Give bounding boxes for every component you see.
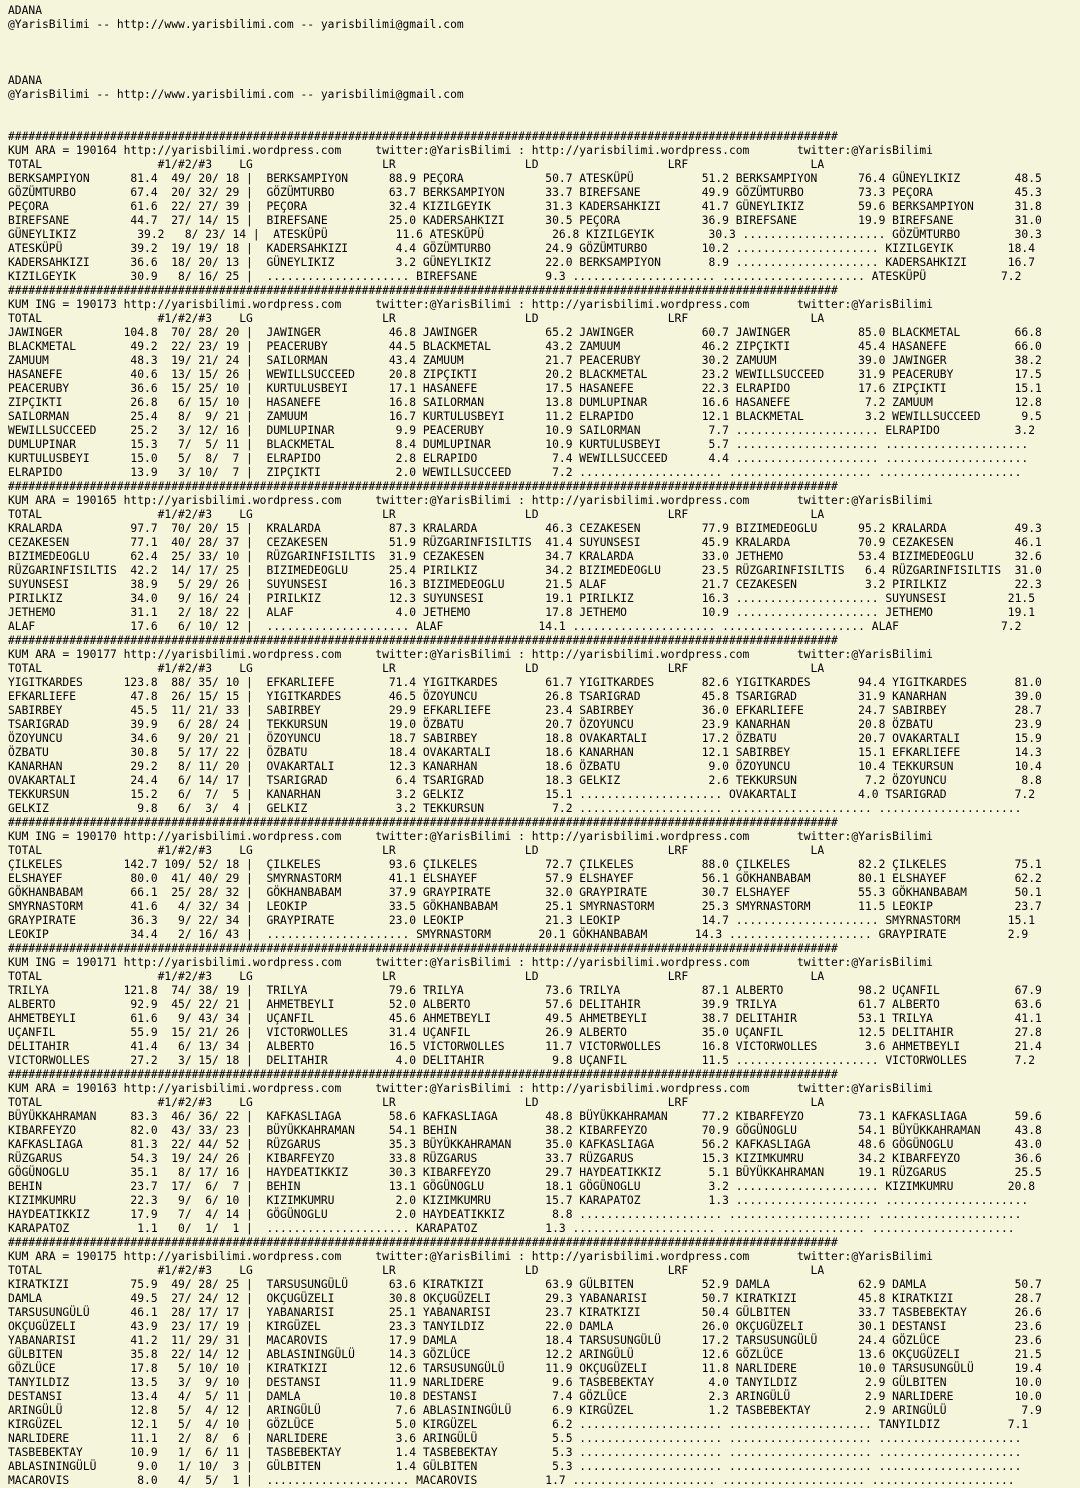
document-line: ##########################################################################################################################	[8, 480, 838, 493]
document-line: DESTANSI 13.4 4/ 5/ 11 | DAMLA 10.8 DESTANSI 7.4 GÖZLÜCE 2.3 ARINGÜLÜ 2.9 NARLIDERE 10.0	[8, 1390, 1042, 1403]
document-line: GÖGÜNOGLU 35.1 8/ 17/ 16 | HAYDEATIKKIZ 30.3 KIBARFEYZO 29.7 HAYDEATIKKIZ 5.1 BÜYÜKKAHRAMAN 19.1 RÜZGARUS 25.5	[8, 1166, 1042, 1179]
document-line: BEHIN 23.7 17/ 6/ 7 | BEHIN 13.1 GÖGÜNOGLU 18.1 GÖGÜNOGLU 3.2 ..................... KIZIMKUMRU 20.8	[8, 1180, 1035, 1193]
document-line: HASANEFE 40.6 13/ 15/ 26 | WEWILLSUCCEED 20.8 ZIPÇIKTI 20.2 BLACKMETAL 23.2 WEWILLSUCCEED 31.9 PEACERUBY 17.5	[8, 368, 1042, 381]
document-line: PEÇORA 61.6 22/ 27/ 39 | PEÇORA 32.4 KIZILGEYIK 31.3 KADERSAHKIZI 41.7 GÜNEYLIKIZ 59.6 BERKSAMPIYON 31.8	[8, 200, 1042, 213]
document-line: TOTAL #1/#2/#3 LG LR LD LRF LA	[8, 1264, 825, 1277]
document-line	[8, 46, 1080, 60]
document-line: LEOKIP 34.4 2/ 16/ 43 | ..................... SMYRNASTORM 20.1 GÖKHANBABAM 14.3 ..................... GRAYPIRATE 2.9	[8, 928, 1029, 941]
document-line: ADANA	[8, 4, 43, 17]
document-line: CEZAKESEN 77.1 40/ 28/ 37 | CEZAKESEN 51.9 RÜZGARINFISILTIS 41.4 SUYUNSESI 45.9 KRALARDA 70.9 CEZAKESEN 46.1	[8, 536, 1042, 549]
document-line: TOTAL #1/#2/#3 LG LR LD LRF LA	[8, 662, 825, 675]
document-line: DAMLA 49.5 27/ 24/ 12 | OKÇUGÜZELI 30.8 OKÇUGÜZELI 29.3 YABANARISI 50.7 KIRATKIZI 45.8 KIRATKIZI 28.7	[8, 1292, 1042, 1305]
document-line: WEWILLSUCCEED 25.2 3/ 12/ 16 | DUMLUPINAR 9.9 PEACERUBY 10.9 SAILORMAN 7.7 ..................... ELRAPIDO 3.2	[8, 424, 1035, 437]
document-line: KUM ARA = 190165 http://yarisbilimi.wordpress.com twitter:@YarisBilimi : http://yarisbilimi.wordpress.com twitter:@YarisBilimi	[8, 494, 933, 507]
document-line: ABLASININGÜLÜ 9.0 1/ 10/ 3 | GÜLBITEN 1.4 GÜLBITEN 5.3 ..................... ..................... .....................	[8, 1460, 1022, 1473]
document-line: ##########################################################################################################################	[8, 1068, 838, 1081]
document-line: DUMLUPINAR 15.3 7/ 5/ 11 | BLACKMETAL 8.4 DUMLUPINAR 10.9 KURTULUSBEYI 5.7 ..................... .....................	[8, 438, 1029, 451]
document-line: BÜYÜKKAHRAMAN 83.3 46/ 36/ 22 | KAFKASLIAGA 58.6 KAFKASLIAGA 48.8 BÜYÜKKAHRAMAN 77.2 KIBARFEYZO 73.1 KAFKASLIAGA 59.6	[8, 1110, 1042, 1123]
document-line: ##########################################################################################################################	[8, 942, 838, 955]
document-line: JAWINGER 104.8 70/ 28/ 20 | JAWINGER 46.8 JAWINGER 65.2 JAWINGER 60.7 JAWINGER 85.0 BLACKMETAL 66.8	[8, 326, 1042, 339]
document-line: NARLIDERE 11.1 2/ 8/ 6 | NARLIDERE 3.6 ARINGÜLÜ 5.5 ..................... ..................... .....................	[8, 1432, 1022, 1445]
document-line: BERKSAMPIYON 81.4 49/ 20/ 18 | BERKSAMPIYON 88.9 PEÇORA 50.7 ATESKÜPÜ 51.2 BERKSAMPIYON 76.4 GÜNEYLIKIZ 48.5	[8, 172, 1042, 185]
document-line: SAILORMAN 25.4 8/ 9/ 21 | ZAMUUM 16.7 KURTULUSBEYI 11.2 ELRAPIDO 12.1 BLACKMETAL 3.2 WEWILLSUCCEED 9.5	[8, 410, 1042, 423]
document-line: GÖZÜMTURBO 67.4 20/ 32/ 29 | GÖZÜMTURBO 63.7 BERKSAMPIYON 33.7 BIREFSANE 49.9 GÖZÜMTURBO 73.3 PEÇORA 45.3	[8, 186, 1042, 199]
document-line: SMYRNASTORM 41.6 4/ 32/ 34 | LEOKIP 33.5 GÖKHANBABAM 25.1 SMYRNASTORM 25.3 SMYRNASTORM 11.5 LEOKIP 23.7	[8, 900, 1042, 913]
document-line: GÖZLÜCE 17.8 5/ 10/ 10 | KIRATKIZI 12.6 TARSUSUNGÜLÜ 11.9 OKÇUGÜZELI 11.8 NARLIDERE 10.0 TARSUSUNGÜLÜ 19.4	[8, 1362, 1042, 1375]
document-line: ##########################################################################################################################	[8, 634, 838, 647]
document-line: HAYDEATIKKIZ 17.9 7/ 4/ 14 | GÖGÜNOGLU 2.0 HAYDEATIKKIZ 8.8 ..................... ..................... .....................	[8, 1208, 1022, 1221]
document-line: TEKKURSUN 15.2 6/ 7/ 5 | KANARHAN 3.2 GELKIZ 15.1 ..................... OVAKARTALI 4.0 TSARIGRAD 7.2	[8, 788, 1035, 801]
document-line: OKÇUGÜZELI 43.9 23/ 17/ 19 | KIRGÜZEL 23.3 TANYILDIZ 22.0 DAMLA 26.0 OKÇUGÜZELI 30.1 DESTANSI 23.6	[8, 1320, 1042, 1333]
document-line: KUM ING = 190171 http://yarisbilimi.wordpress.com twitter:@YarisBilimi : http://yarisbilimi.wordpress.com twitter:@YarisBilimi	[8, 956, 933, 969]
document-line: UÇANFIL 55.9 15/ 21/ 26 | VICTORWOLLES 31.4 UÇANFIL 26.9 ALBERTO 35.0 UÇANFIL 12.5 DELITAHIR 27.8	[8, 1026, 1042, 1039]
document-line: SABIRBEY 45.5 11/ 21/ 33 | SABIRBEY 29.9 EFKARLIEFE 23.4 SABIRBEY 36.0 EFKARLIEFE 24.7 SABIRBEY 28.7	[8, 704, 1042, 717]
document-line: @YarisBilimi -- http://www.yarisbilimi.com -- yarisbilimi@gmail.com	[8, 88, 464, 101]
document-line: KIZILGEYIK 30.9 8/ 16/ 25 | ..................... BIREFSANE 9.3 ..................... ..................... ATESKÜPÜ 7.2	[8, 270, 1022, 283]
document-line: KIBARFEYZO 82.0 43/ 33/ 23 | BÜYÜKKAHRAMAN 54.1 BEHIN 38.2 KIBARFEYZO 70.9 GÖGÜNOGLU 54.1 BÜYÜKKAHRAMAN 43.8	[8, 1124, 1042, 1137]
document-line: TARSUSUNGÜLÜ 46.1 28/ 17/ 17 | YABANARISI 25.1 YABANARISI 23.7 KIRATKIZI 50.4 GÜLBITEN 33.7 TASBEBEKTAY 26.6	[8, 1306, 1042, 1319]
document-line: KUM ING = 190173 http://yarisbilimi.wordpress.com twitter:@YarisBilimi : http://yarisbilimi.wordpress.com twitter:@YarisBilimi	[8, 298, 933, 311]
document-line: TOTAL #1/#2/#3 LG LR LD LRF LA	[8, 158, 825, 171]
document-line: KIZIMKUMRU 22.3 9/ 6/ 10 | KIZIMKUMRU 2.0 KIZIMKUMRU 15.7 KARAPATOZ 1.3 ..................... .....................	[8, 1194, 1029, 1207]
document-line: KANARHAN 29.2 8/ 11/ 20 | OVAKARTALI 12.3 KANARHAN 18.6 ÖZBATU 9.0 ÖZOYUNCU 10.4 TEKKURSUN 10.4	[8, 760, 1042, 773]
document-line: ##########################################################################################################################	[8, 1236, 838, 1249]
document-line: KUM ING = 190170 http://yarisbilimi.wordpress.com twitter:@YarisBilimi : http://yarisbilimi.wordpress.com twitter:@YarisBilimi	[8, 830, 933, 843]
document-line: KUM ARA = 190177 http://yarisbilimi.wordpress.com twitter:@YarisBilimi : http://yarisbilimi.wordpress.com twitter:@YarisBilimi	[8, 648, 933, 661]
document-line: TRILYA 121.8 74/ 38/ 19 | TRILYA 79.6 TRILYA 73.6 TRILYA 87.1 ALBERTO 98.2 UÇANFIL 67.9	[8, 984, 1042, 997]
document-line: @YarisBilimi -- http://www.yarisbilimi.com -- yarisbilimi@gmail.com	[8, 18, 464, 31]
document-line: TOTAL #1/#2/#3 LG LR LD LRF LA	[8, 508, 825, 521]
document-line: BIZIMEDEOGLU 62.4 25/ 33/ 10 | RÜZGARINFISILTIS 31.9 CEZAKESEN 34.7 KRALARDA 33.0 JETHEMO 53.4 BIZIMEDEOGLU 32.6	[8, 550, 1042, 563]
document-line: YABANARISI 41.2 11/ 29/ 31 | MACAROVIS 17.9 DAMLA 18.4 TARSUSUNGÜLÜ 17.2 TARSUSUNGÜLÜ 24.4 GÖZLÜCE 23.6	[8, 1334, 1042, 1347]
document-line: GÜLBITEN 35.8 22/ 14/ 12 | ABLASININGÜLÜ 14.3 GÖZLÜCE 12.2 ARINGÜLÜ 12.6 GÖZLÜCE 13.6 OKÇUGÜZELI 21.5	[8, 1348, 1042, 1361]
document-line: TASBEBEKTAY 10.9 1/ 6/ 11 | TASBEBEKTAY 1.4 TASBEBEKTAY 5.3 ..................... ..................... .....................	[8, 1446, 1022, 1459]
document-line: ALBERTO 92.9 45/ 22/ 21 | AHMETBEYLI 52.0 ALBERTO 57.6 DELITAHIR 39.9 TRILYA 61.7 ALBERTO 63.6	[8, 998, 1042, 1011]
document-line	[8, 116, 1080, 130]
document-line: ÇILKELES 142.7 109/ 52/ 18 | ÇILKELES 93.6 ÇILKELES 72.7 ÇILKELES 88.0 ÇILKELES 82.2 ÇILKELES 75.1	[8, 858, 1042, 871]
document-line: KIRATKIZI 75.9 49/ 28/ 25 | TARSUSUNGÜLÜ 63.6 KIRATKIZI 63.9 GÜLBITEN 52.9 DAMLA 62.9 DAMLA 50.7	[8, 1278, 1042, 1291]
document-line: ##########################################################################################################################	[8, 284, 838, 297]
document-line: GÖKHANBABAM 66.1 25/ 28/ 32 | GÖKHANBABAM 37.9 GRAYPIRATE 32.0 GRAYPIRATE 30.7 ELSHAYEF 55.3 GÖKHANBABAM 50.1	[8, 886, 1042, 899]
document-line: KADERSAHKIZI 36.6 18/ 20/ 13 | GÜNEYLIKIZ 3.2 GÜNEYLIKIZ 22.0 BERKSAMPIYON 8.9 ..................... KADERSAHKIZI 16.7	[8, 256, 1035, 269]
document-line: JETHEMO 31.1 2/ 18/ 22 | ALAF 4.0 JETHEMO 17.8 JETHEMO 10.9 ..................... JETHEMO 19.1	[8, 606, 1035, 619]
document-line: BIREFSANE 44.7 27/ 14/ 15 | BIREFSANE 25.0 KADERSAHKIZI 30.5 PEÇORA 36.9 BIREFSANE 19.9 BIREFSANE 31.0	[8, 214, 1042, 227]
document-line: RÜZGARUS 54.3 19/ 24/ 26 | KIBARFEYZO 33.8 RÜZGARUS 33.7 RÜZGARUS 15.3 KIZIMKUMRU 34.2 KIBARFEYZO 36.6	[8, 1152, 1042, 1165]
document-line: ÖZOYUNCU 34.6 9/ 20/ 21 | ÖZOYUNCU 18.7 SABIRBEY 18.8 OVAKARTALI 17.2 ÖZBATU 20.7 OVAKARTALI 15.9	[8, 732, 1042, 745]
document-line: KIRGÜZEL 12.1 5/ 4/ 10 | GÖZLÜCE 5.0 KIRGÜZEL 6.2 ..................... ..................... TANYILDIZ 7.1	[8, 1418, 1029, 1431]
document-line	[8, 102, 1080, 116]
document-line: OVAKARTALI 24.4 6/ 14/ 17 | TSARIGRAD 6.4 TSARIGRAD 18.3 GELKIZ 2.6 TEKKURSUN 7.2 ÖZOYUNCU 8.8	[8, 774, 1042, 787]
document-line: KAFKASLIAGA 81.3 22/ 44/ 52 | RÜZGARUS 35.3 BÜYÜKKAHRAMAN 35.0 KAFKASLIAGA 56.2 KAFKASLIAGA 48.6 GÖGÜNOGLU 43.0	[8, 1138, 1042, 1151]
document-line: PEACERUBY 36.6 15/ 25/ 10 | KURTULUSBEYI 17.1 HASANEFE 17.5 HASANEFE 22.3 ELRAPIDO 17.6 ZIPÇIKTI 15.1	[8, 382, 1042, 395]
document-line: TOTAL #1/#2/#3 LG LR LD LRF LA	[8, 970, 825, 983]
document-line: KRALARDA 97.7 70/ 20/ 15 | KRALARDA 87.3 KRALARDA 46.3 CEZAKESEN 77.9 BIZIMEDEOGLU 95.2 KRALARDA 49.3	[8, 522, 1042, 535]
document-line: BLACKMETAL 49.2 22/ 23/ 19 | PEACERUBY 44.5 BLACKMETAL 43.2 ZAMUUM 46.2 ZIPÇIKTI 45.4 HASANEFE 66.0	[8, 340, 1042, 353]
document-line: KARAPATOZ 1.1 0/ 1/ 1 | ..................... KARAPATOZ 1.3 ..................... ..................... .....................	[8, 1222, 1015, 1235]
document-line: DELITAHIR 41.4 6/ 13/ 34 | ALBERTO 16.5 VICTORWOLLES 11.7 VICTORWOLLES 16.8 VICTORWOLLES 3.6 AHMETBEYLI 21.4	[8, 1040, 1042, 1053]
document-line: ÖZBATU 30.8 5/ 17/ 22 | ÖZBATU 18.4 OVAKARTALI 18.6 KANARHAN 12.1 SABIRBEY 15.1 EFKARLIEFE 14.3	[8, 746, 1042, 759]
document-line: ATESKÜPÜ 39.2 19/ 19/ 18 | KADERSAHKIZI 4.4 GÖZÜMTURBO 24.9 GÖZÜMTURBO 10.2 ..................... KIZILGEYIK 18.4	[8, 242, 1035, 255]
document-line: TOTAL #1/#2/#3 LG LR LD LRF LA	[8, 312, 825, 325]
document-line: TANYILDIZ 13.5 3/ 9/ 10 | DESTANSI 11.9 NARLIDERE 9.6 TASBEBEKTAY 4.0 TANYILDIZ 2.9 GÜLBITEN 10.0	[8, 1376, 1042, 1389]
document-line: GÜNEYLIKIZ 39.2 8/ 23/ 14 | ATESKÜPÜ 11.6 ATESKÜPÜ 26.8 KIZILGEYIK 30.3 ..................... GÖZÜMTURBO 30.3	[8, 228, 1042, 241]
document-line: ARINGÜLÜ 12.8 5/ 4/ 12 | ARINGÜLÜ 7.6 ABLASININGÜLÜ 6.9 KIRGÜZEL 1.2 TASBEBEKTAY 2.9 ARINGÜLÜ 7.9	[8, 1404, 1042, 1417]
document-line: TOTAL #1/#2/#3 LG LR LD LRF LA	[8, 844, 825, 857]
document-line: TSARIGRAD 39.9 6/ 28/ 24 | TEKKURSUN 19.0 ÖZBATU 20.7 ÖZOYUNCU 23.9 KANARHAN 20.8 ÖZBATU 23.9	[8, 718, 1042, 731]
document-line: YIGITKARDES 123.8 88/ 35/ 10 | EFKARLIEFE 71.4 YIGITKARDES 61.7 YIGITKARDES 82.6 YIGITKARDES 94.4 YIGITKARDES 81.0	[8, 676, 1042, 689]
document-line: EFKARLIEFE 47.8 26/ 15/ 15 | YIGITKARDES 46.5 ÖZOYUNCU 26.8 TSARIGRAD 45.8 TSARIGRAD 31.9 KANARHAN 39.0	[8, 690, 1042, 703]
document-line: ZAMUUM 48.3 19/ 21/ 24 | SAILORMAN 43.4 ZAMUUM 21.7 PEACERUBY 30.2 ZAMUUM 39.0 JAWINGER 38.2	[8, 354, 1042, 367]
document-line: VICTORWOLLES 27.2 3/ 15/ 18 | DELITAHIR 4.0 DELITAHIR 9.8 UÇANFIL 11.5 ..................... VICTORWOLLES 7.2	[8, 1054, 1035, 1067]
document-line: KURTULUSBEYI 15.0 5/ 8/ 7 | ELRAPIDO 2.8 ELRAPIDO 7.4 WEWILLSUCCEED 4.4 ..................... .....................	[8, 452, 1029, 465]
document-line	[8, 32, 1080, 46]
document-line: KUM ARA = 190163 http://yarisbilimi.wordpress.com twitter:@YarisBilimi : http://yarisbilimi.wordpress.com twitter:@YarisBilimi	[8, 1082, 933, 1095]
document-line: MACAROVIS 8.0 4/ 5/ 1 | ..................... MACAROVIS 1.7 ..................... ..................... .....................	[8, 1474, 1015, 1487]
document-line: PIRILKIZ 34.0 9/ 16/ 24 | PIRILKIZ 12.3 SUYUNSESI 19.1 PIRILKIZ 16.3 ..................... SUYUNSESI 21.5	[8, 592, 1035, 605]
document-line: ##########################################################################################################################	[8, 816, 838, 829]
document-line: KUM ARA = 190164 http://yarisbilimi.wordpress.com twitter:@YarisBilimi : http://yarisbilimi.wordpress.com twitter:@YarisBilimi	[8, 144, 933, 157]
document-line: ZIPÇIKTI 26.8 6/ 15/ 10 | HASANEFE 16.8 SAILORMAN 13.8 DUMLUPINAR 16.6 HASANEFE 7.2 ZAMUUM 12.8	[8, 396, 1042, 409]
document-line: ##########################################################################################################################	[8, 130, 838, 143]
document-line: ALAF 17.6 6/ 10/ 12 | ..................... ALAF 14.1 ..................... ..................... ALAF 7.2	[8, 620, 1022, 633]
document-line	[8, 60, 1080, 74]
document-line: KUM ARA = 190175 http://yarisbilimi.wordpress.com twitter:@YarisBilimi : http://yarisbilimi.wordpress.com twitter:@YarisBilimi	[8, 1250, 933, 1263]
document-line: RÜZGARINFISILTIS 42.2 14/ 17/ 25 | BIZIMEDEOGLU 25.4 PIRILKIZ 34.2 BIZIMEDEOGLU 23.5 RÜZGARINFISILTIS 6.4 RÜZGARINFISILTIS 31.0	[8, 564, 1042, 577]
document-line: TOTAL #1/#2/#3 LG LR LD LRF LA	[8, 1096, 825, 1109]
document-line: GELKIZ 9.8 6/ 3/ 4 | GELKIZ 3.2 TEKKURSUN 7.2 ..................... ..................... .....................	[8, 802, 1022, 815]
document-line: GRAYPIRATE 36.3 9/ 22/ 34 | GRAYPIRATE 23.0 LEOKIP 21.3 LEOKIP 14.7 ..................... SMYRNASTORM 15.1	[8, 914, 1035, 927]
document-line: ELSHAYEF 80.0 41/ 40/ 29 | SMYRNASTORM 41.1 ELSHAYEF 57.9 ELSHAYEF 56.1 GÖKHANBABAM 80.1 ELSHAYEF 62.2	[8, 872, 1042, 885]
document-line: ELRAPIDO 13.9 3/ 10/ 7 | ZIPÇIKTI 2.0 WEWILLSUCCEED 7.2 ..................... ..................... .....................	[8, 466, 1022, 479]
document-line: SUYUNSESI 38.9 5/ 29/ 26 | SUYUNSESI 16.3 BIZIMEDEOGLU 21.5 ALAF 21.7 CEZAKESEN 3.2 PIRILKIZ 22.3	[8, 578, 1042, 591]
document-line: AHMETBEYLI 61.6 9/ 43/ 34 | UÇANFIL 45.6 AHMETBEYLI 49.5 AHMETBEYLI 38.7 DELITAHIR 53.1 TRILYA 41.1	[8, 1012, 1042, 1025]
document-line: ADANA	[8, 74, 43, 87]
